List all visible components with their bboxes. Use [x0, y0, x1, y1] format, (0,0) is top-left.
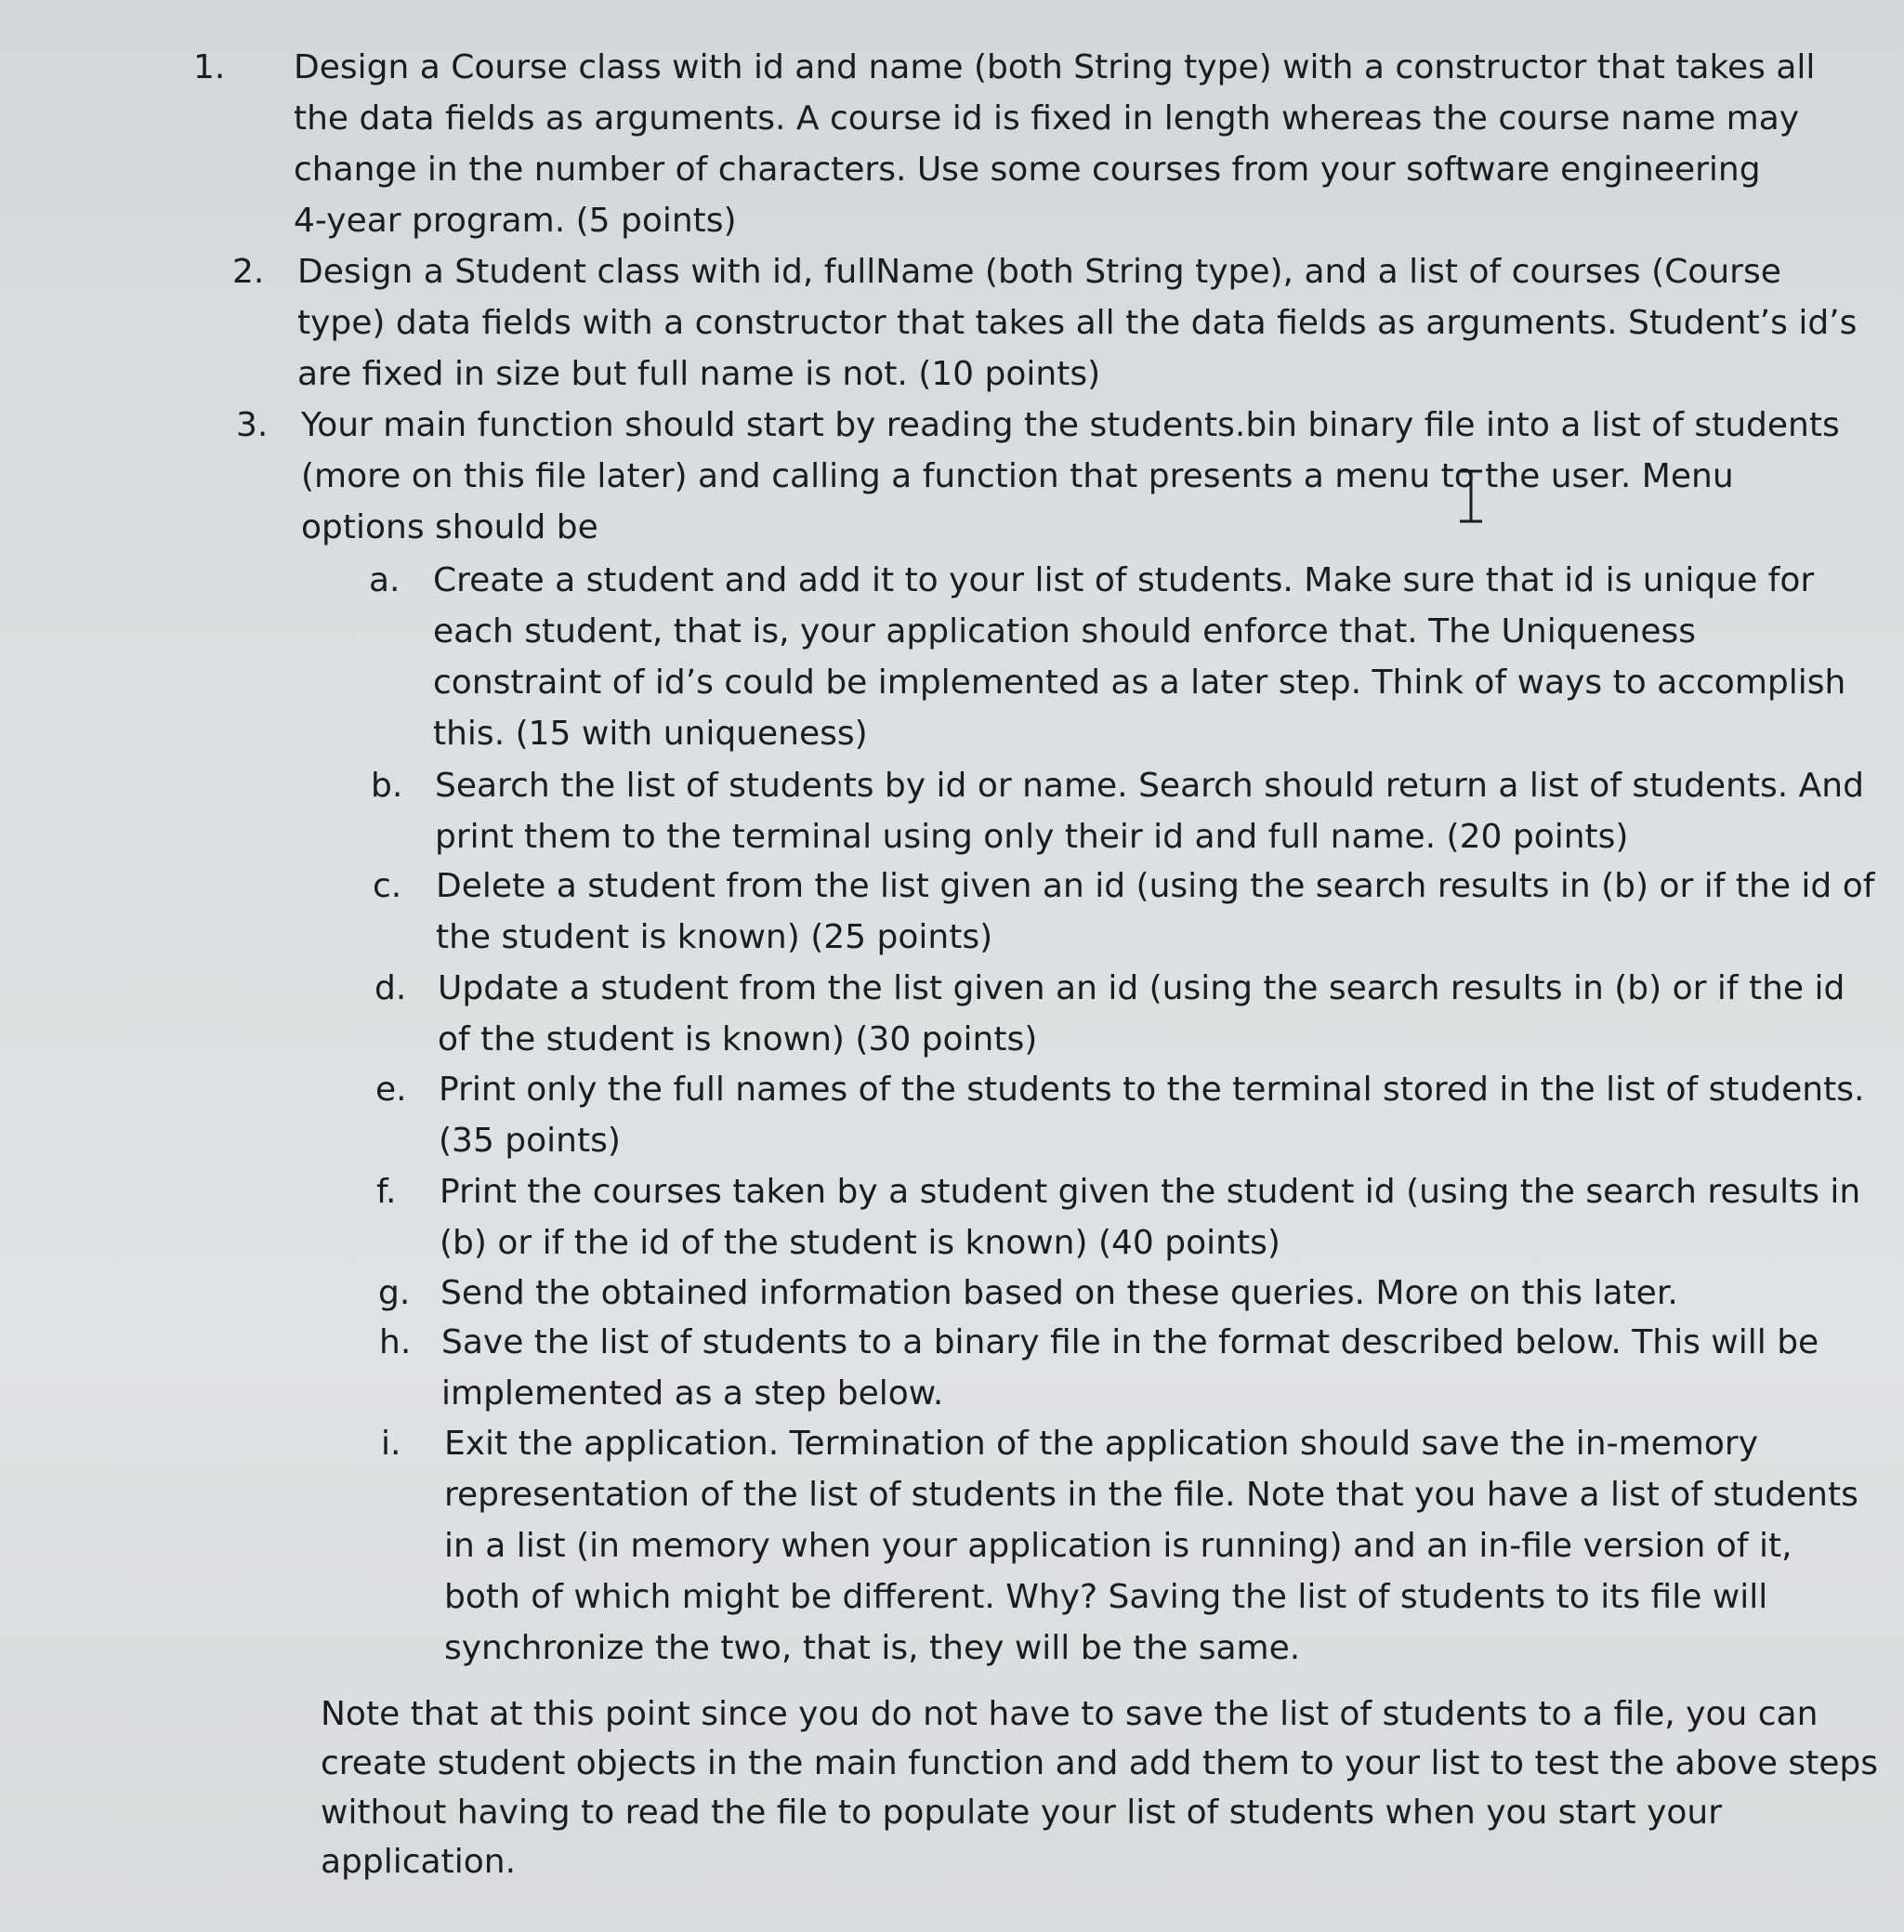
note-paragraph [321, 1689, 1878, 1886]
sub-item-letter: b. [371, 767, 403, 805]
text-line: Save the list of students to a binary file in the format described below. This will be [441, 1323, 1819, 1361]
sub-item-text [440, 1166, 1860, 1268]
sub-item-text [439, 1064, 1864, 1166]
text-line: create student objects in the main function and add them to your list to test the above steps [321, 1744, 1879, 1782]
item-text [297, 246, 1857, 400]
text-line: of the student is known) (30 points) [438, 1020, 1038, 1058]
text-line: Print only the full names of the students to the terminal stored in the list of students. [439, 1071, 1865, 1109]
sub-item-letter: g. [378, 1274, 411, 1312]
text-line: in a list (in memory when your application is running) and an in-file version of it, [444, 1527, 1792, 1565]
text-line: (35 points) [439, 1122, 621, 1160]
text-line: both of which might be different. Why? Saving the list of students to its file will [444, 1578, 1768, 1616]
item-number: 1. [193, 48, 226, 86]
sub-item-text [440, 1268, 1678, 1319]
text-line: Create a student and add it to your list of students. Make sure that id is unique for [433, 561, 1815, 599]
text-line: Note that at this point since you do not have to save the list of students to a file, you can [321, 1695, 1819, 1733]
text-line: without having to read the file to populate your list of students when you start your [321, 1794, 1723, 1832]
text-line: 4-year program. (5 points) [294, 202, 737, 240]
text-line: Exit the application. Termination of the application should save the in-memory [444, 1425, 1759, 1463]
text-line: the data fields as arguments. A course id is fixed in length whereas the course name may [294, 99, 1800, 138]
sub-item-letter: i. [381, 1425, 401, 1463]
text-line: application. [321, 1843, 517, 1881]
text-line: type) data fields with a constructor that takes all the data fields as arguments. Student’s id’s [297, 304, 1858, 342]
text-line: Search the list of students by id or name. Search should return a list of students. And [435, 767, 1864, 805]
text-line: constraint of id’s could be implemented as a later step. Think of ways to accomplish [433, 664, 1846, 702]
text-line: change in the number of characters. Use some courses from your software engineering [294, 151, 1761, 189]
text-line: print them to the terminal using only their id and full name. (20 points) [435, 818, 1629, 856]
text-line: Print the courses taken by a student given the student id (using the search results in [440, 1173, 1861, 1211]
sub-item-text [444, 1418, 1858, 1674]
text-line: this. (15 with uniqueness) [433, 715, 868, 753]
sub-item-letter: a. [369, 561, 400, 599]
sub-item-letter: c. [373, 867, 402, 905]
text-line: (b) or if the id of the student is known) (40 points) [440, 1224, 1280, 1262]
sub-item-text [435, 760, 1864, 862]
text-line: implemented as a step below. [441, 1374, 944, 1413]
text-line: Your main function should start by reading the students.bin binary file into a list of students [301, 406, 1840, 444]
item-text [294, 42, 1815, 246]
sub-item-text [433, 555, 1845, 759]
text-line: Delete a student from the list given an id (using the search results in (b) or if the id of [436, 867, 1875, 905]
text-line: are fixed in size but full name is not. (10 points) [297, 355, 1101, 393]
text-line: each student, that is, your application should enforce that. The Uniqueness [433, 612, 1696, 651]
text-line: (more on this file later) and calling a function that presents a menu to the user. Menu [301, 457, 1734, 495]
sub-item-letter: f. [376, 1173, 397, 1211]
text-line: Send the obtained information based on these queries. More on this later. [440, 1274, 1678, 1312]
item-number: 3. [236, 406, 269, 444]
sub-item-text [441, 1317, 1819, 1419]
sub-item-letter: h. [379, 1323, 412, 1361]
text-line: Design a Student class with id, fullName (both String type), and a list of courses (Course [297, 253, 1781, 291]
sub-item-text [436, 861, 1874, 963]
sub-item-letter: e. [375, 1071, 407, 1109]
text-line: representation of the list of students in the file. Note that you have a list of students [444, 1476, 1858, 1514]
text-line: synchronize the two, that is, they will be the same. [444, 1629, 1301, 1667]
sub-item-text [438, 963, 1845, 1065]
item-text [301, 400, 1840, 553]
sub-item-letter: d. [374, 969, 407, 1007]
item-number: 2. [232, 253, 265, 291]
text-line: Update a student from the list given an id (using the search results in (b) or if the id [438, 969, 1845, 1007]
text-line: options should be [301, 508, 598, 546]
text-line: the student is known) (25 points) [436, 918, 993, 956]
text-cursor-icon [1457, 469, 1485, 523]
text-line: Design a Course class with id and name (both String type) with a constructor that takes all [294, 48, 1816, 86]
